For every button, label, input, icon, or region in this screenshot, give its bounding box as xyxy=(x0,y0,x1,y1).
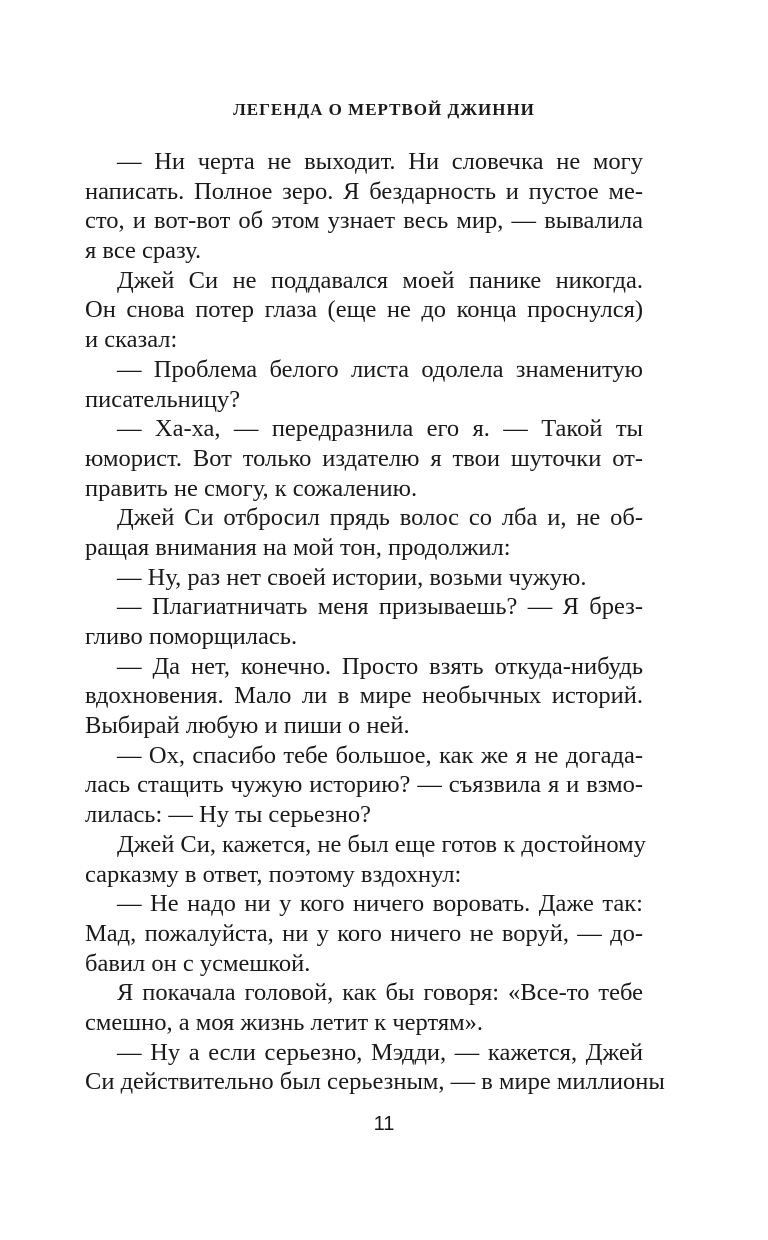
text-line: ращая внимания на мой тон, продолжил: xyxy=(85,533,511,561)
text-line: я все сразу. xyxy=(85,237,202,265)
text-line: бавил он с усмешкой. xyxy=(85,949,311,977)
paragraph xyxy=(85,830,646,889)
text-line: — Плагиатничать меня призываешь? — Я брез- xyxy=(117,593,643,621)
running-head: ЛЕГЕНДА О МЕРТВОЙ ДЖИННИ xyxy=(233,100,535,119)
text-line: сарказму в ответ, поэтому вздохнул: xyxy=(85,860,462,888)
text-line: написать. Полное зеро. Я бездарность и пустое ме- xyxy=(85,177,643,205)
body-text xyxy=(85,147,665,1097)
text-line: Джей Си отбросил прядь волос со лба и, не об- xyxy=(117,504,643,532)
page-number: 11 xyxy=(373,1113,395,1135)
text-line: Джей Си не поддавался моей панике никогда. xyxy=(117,266,643,294)
paragraph xyxy=(85,1038,665,1097)
text-line: — Ни черта не выходит. Ни словечка не могу xyxy=(117,148,643,175)
text-line: Я покачала головой, как бы говоря: «Все-то тебе xyxy=(117,979,643,1007)
paragraph xyxy=(85,741,643,830)
text-line: — Проблема белого листа одолела знаменитую xyxy=(117,355,643,383)
text-line: вдохновения. Мало ли в мире необычных историй. xyxy=(85,682,643,710)
text-line: — Ну, раз нет своей истории, возьми чужую. xyxy=(117,563,587,591)
text-line: лась стащить чужую историю? — съязвила я и взмо- xyxy=(85,771,643,799)
text-line: править не смогу, к сожалению. xyxy=(85,474,418,502)
text-line: Си действительно был серьезным, — в мире миллионы xyxy=(85,1068,665,1096)
paragraph xyxy=(85,563,643,593)
text-line: Он снова потер глаза (еще не до конца проснулся) xyxy=(85,296,643,324)
paragraph xyxy=(85,978,643,1037)
paragraph xyxy=(85,355,643,414)
text-line: Джей Си, кажется, не был еще готов к достойному xyxy=(117,830,646,858)
text-line: — Не надо ни у кого ничего воровать. Даже так: xyxy=(117,890,643,918)
paragraph xyxy=(85,592,643,651)
paragraph xyxy=(85,147,643,266)
paragraph xyxy=(85,652,643,741)
text-line: Выбирай любую и пиши о ней. xyxy=(85,712,410,740)
text-line: — Да нет, конечно. Просто взять откуда-нибудь xyxy=(117,652,643,680)
text-line: сто, и вот-вот об этом узнает весь мир, — вывалила xyxy=(85,207,643,235)
text-line: писательницу? xyxy=(85,385,241,413)
text-line: юморист. Вот только издателю я твои шуточки от- xyxy=(85,444,643,472)
paragraph xyxy=(85,266,643,355)
text-line: смешно, а моя жизнь летит к чертям». xyxy=(85,1008,483,1036)
text-line: лилась: — Ну ты серьезно? xyxy=(85,801,371,829)
text-line: и сказал: xyxy=(85,326,178,354)
paragraph xyxy=(85,414,643,503)
paragraph xyxy=(85,503,643,562)
text-line: гливо поморщилась. xyxy=(85,623,298,650)
text-line: — Ха-ха, — передразнила его я. — Такой ты xyxy=(117,415,643,443)
text-line: — Ох, спасибо тебе большое, как же я не догада- xyxy=(117,741,643,769)
text-line: — Ну а если серьезно, Мэдди, — кажется, Джей xyxy=(117,1038,643,1066)
text-line: Мад, пожалуйста, ни у кого ничего не воруй, — до- xyxy=(85,919,643,947)
paragraph xyxy=(85,889,643,978)
